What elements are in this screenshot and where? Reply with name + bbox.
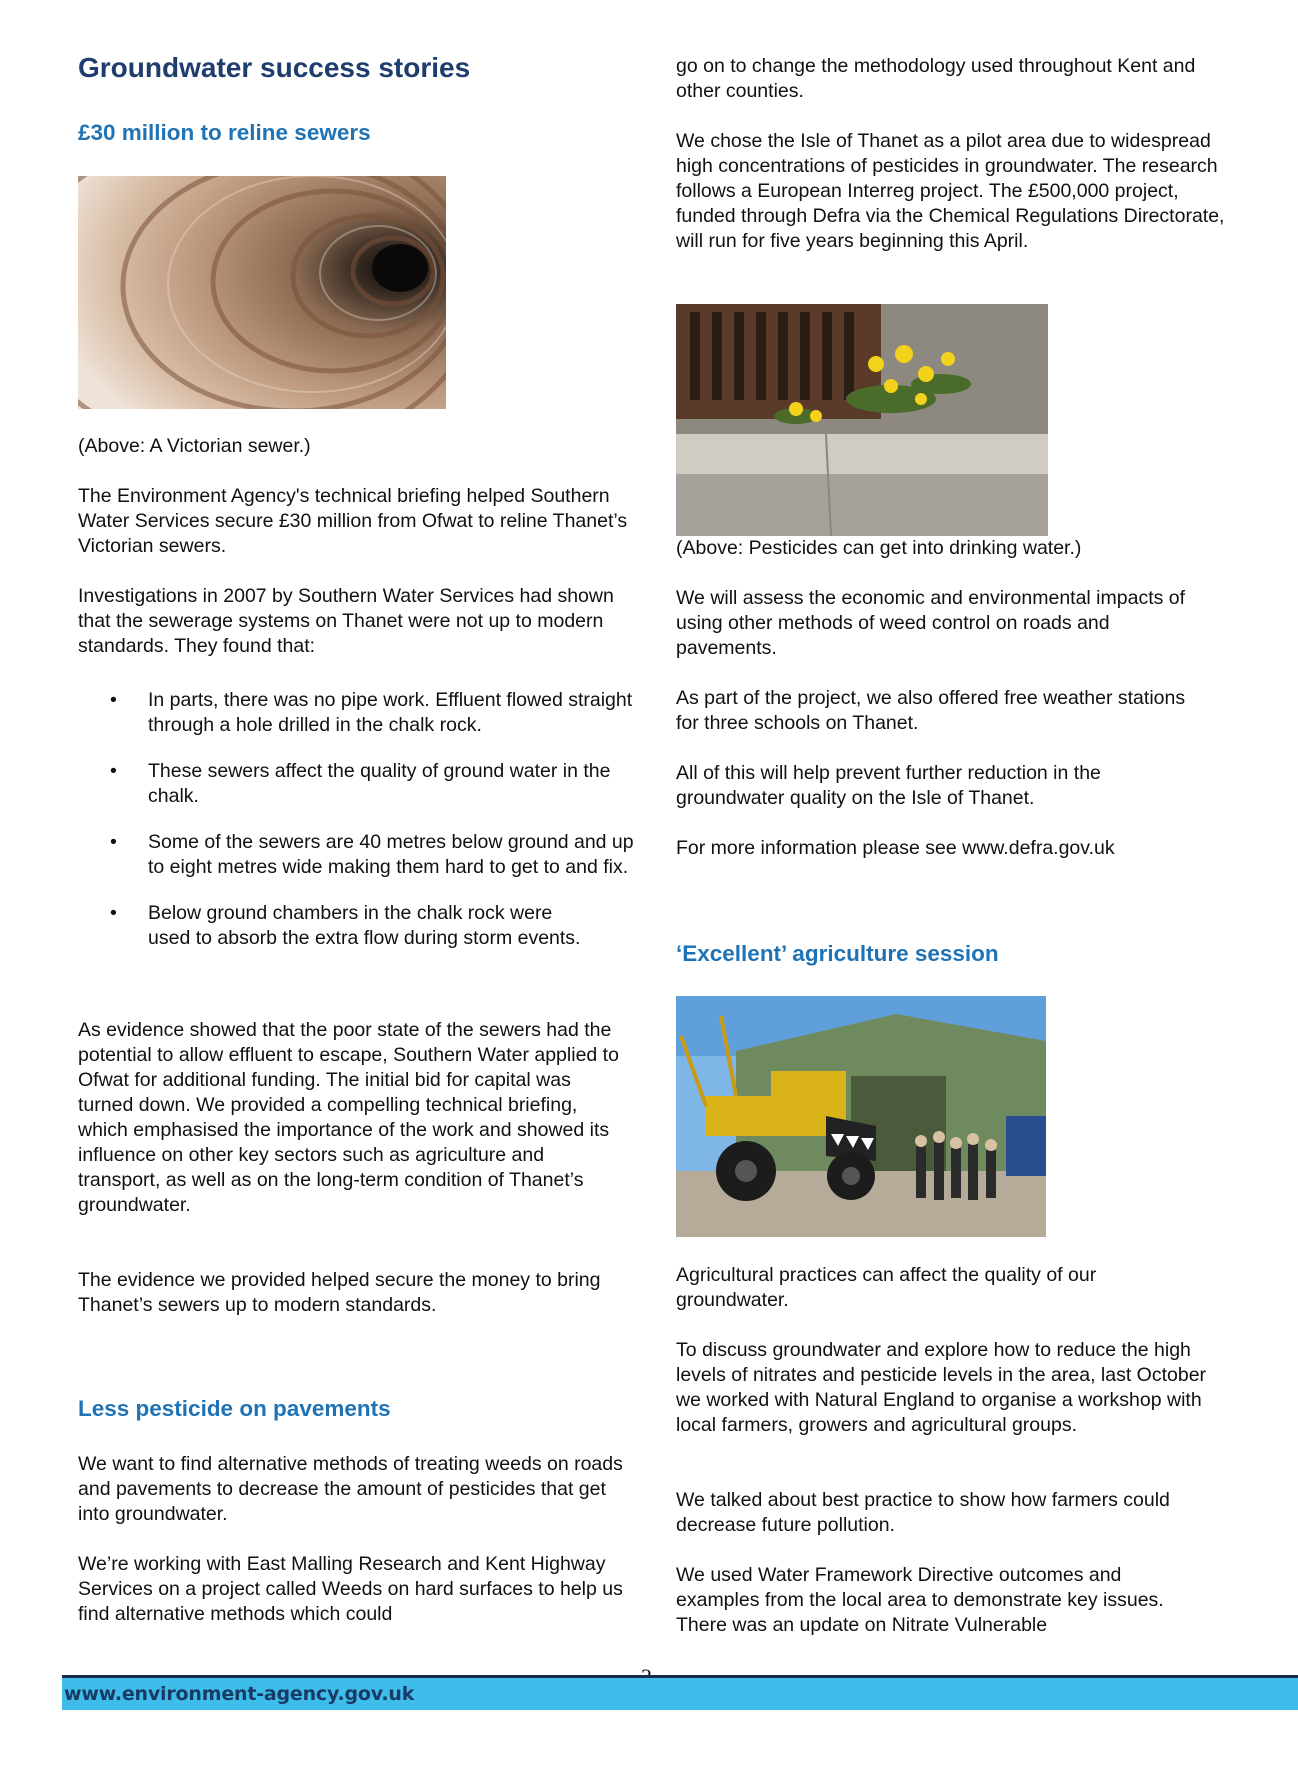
paragraph-briefing: The Environment Agency's technical briefing helped Southern Water Services secure £30 million from Ofwat to reline Thanet’s Victorian sewers.	[78, 485, 628, 557]
sewer-caption: (Above: A Victorian sewer.)	[78, 435, 311, 457]
farm-machinery-photo	[676, 996, 1046, 1237]
heading-reline-sewers: £30 million to reline sewers	[78, 120, 371, 145]
paragraph-evidence: As evidence showed that the poor state of the sewers had the potential to allow effluent to escape, Southern Water applied to Ofwat for additional funding. The initial bid for capital was turned down. We provided a compelling technical briefing, which emphasised the importance of the work and showed its influence on other key sectors such as agriculture and transport, as well as on the long-term condition of Thanet’s groundwater.	[78, 1019, 619, 1216]
findings-list	[78, 688, 638, 972]
paragraph-assess: We will assess the economic and environmental impacts of using other methods of weed control on roads and pavements.	[676, 587, 1186, 659]
paragraph-alternative-methods: We want to find alternative methods of treating weeds on roads and pavements to decrease the amount of pesticides that get into groundwater.	[78, 1453, 623, 1525]
paragraph-prevent-reduction: All of this will help prevent further reduction in the groundwater quality on the Isle of Thanet.	[676, 762, 1101, 809]
paragraph-investigations: Investigations in 2007 by Southern Water Services had shown that the sewerage systems on Thanet were not up to modern standards. They found that:	[78, 585, 614, 657]
paragraph-weeds-project: We’re working with East Malling Research and Kent Highway Services on a project called Weeds on hard surfaces to help us find alternative methods which could	[78, 1553, 623, 1625]
list-item: • These sewers affect the quality of ground water in the chalk.	[110, 760, 611, 807]
bullet-dot: •	[110, 689, 117, 711]
paragraph-agricultural-practices: Agricultural practices can affect the quality of our groundwater.	[676, 1264, 1097, 1311]
paragraph-methodology: go on to change the methodology used throughout Kent and other counties.	[676, 55, 1196, 102]
heading-less-pesticide: Less pesticide on pavements	[78, 1396, 391, 1421]
paragraph-isle-of-thanet: We chose the Isle of Thanet as a pilot area due to widespread high concentrations of pesticides in groundwater. The research follows a European Interreg project. The £500,000 project, funded through Defra via the Chemical Regulations Directorate, will run for five years beginning this April.	[676, 130, 1225, 252]
list-item: • Some of the sewers are 40 metres below ground and up to eight metres wide making them hard to get to and fix.	[110, 831, 634, 878]
list-item: • Below ground chambers in the chalk rock were used to absorb the extra flow during storm events.	[110, 902, 581, 949]
paragraph-weather-stations: As part of the project, we also offered free weather stations for three schools on Thanet.	[676, 687, 1186, 734]
drain-pesticide-photo	[676, 304, 1048, 536]
footer-url: www.environment-agency.gov.uk	[62, 1678, 1298, 1710]
paragraph-best-practice: We talked about best practice to show how farmers could decrease future pollution.	[676, 1489, 1170, 1536]
bullet-dot: •	[110, 831, 117, 853]
list-item: • In parts, there was no pipe work. Effluent flowed straight through a hole drilled in the chalk rock.	[110, 689, 633, 736]
victorian-sewer-photo	[78, 176, 446, 409]
bullet-dot: •	[110, 760, 117, 782]
bullet-dot: •	[110, 902, 117, 924]
paragraph-wfd-outcomes: We used Water Framework Directive outcomes and examples from the local area to demonstrate key issues. There was an update on Nitrate Vulnerable	[676, 1564, 1164, 1636]
paragraph-money: The evidence we provided helped secure the money to bring Thanet’s sewers up to modern standards.	[78, 1269, 601, 1316]
heading-agriculture-session: ‘Excellent’ agriculture session	[676, 941, 999, 966]
paragraph-more-info: For more information please see www.defra.gov.uk	[676, 837, 1115, 859]
page-title: Groundwater success stories	[78, 52, 471, 83]
paragraph-workshop: To discuss groundwater and explore how to reduce the high levels of nitrates and pesticide levels in the area, last October we worked with Natural England to organise a workshop with local farmers, growers and agricultural groups.	[676, 1339, 1207, 1436]
pesticide-caption: (Above: Pesticides can get into drinking water.)	[676, 537, 1082, 559]
